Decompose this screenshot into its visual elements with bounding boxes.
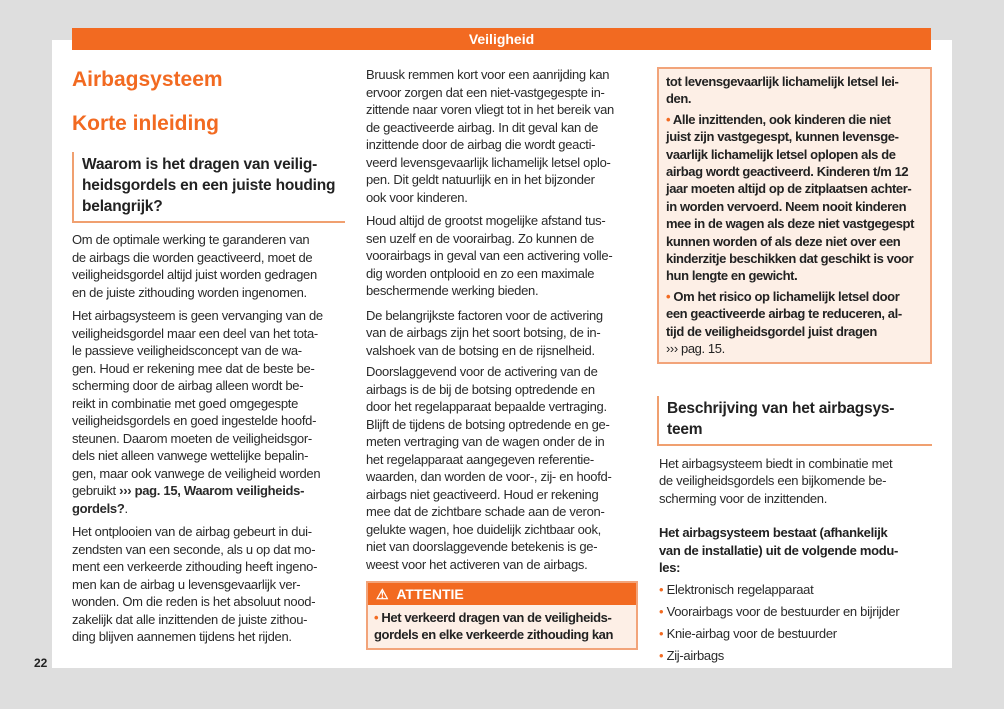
paragraph: Doorslaggevend voor de activering van de airbags is de bij de botsing optredende en door het regelapparaat bepaalde vertraging. Blijft de tijdens de botsing optredende en ge- meten vertraging van de wagen onder de in het regelapparaat aangegeven referentie- waarden, dan worden de voor-, zij- en hoofd- airbags niet geactiveerd. Houd er rekening mee dat de zichtbare schade aan de veron- gelukte wagen, hoe duidelijk zichtbaar ook, niet van doorslaggevende betekenis is ge- weest voor het activeren van de airbags. xyxy=(366,364,612,572)
bullet-icon: • xyxy=(374,610,379,625)
paragraph-text: Het airbagsysteem is geen vervanging van de veiligheidsgordel maar een deel van het tota- le passieve veiligheidsconcept van de wa- gen. Houd er rekening mee dat de beste be- scherming door de airbag alleen wordt be- reikt in combinatie met goed omgegespte veiligheidsgordels en goed ingestelde hoofd- steunen. Daarom moeten de veiligheidsgor- dels niet alleen vanwege wettelijke bepalin- gen, maar ook vanwege de veiligheid worden gebruikt xyxy=(72,308,323,498)
warning-text: tot levensgevaarlijk lichamelijk letsel lei- den. xyxy=(666,74,899,107)
paragraph: De belangrijkste factoren voor de activering van de airbags zijn het soort botsing, de in- valshoek van de botsing en de rijsnelheid. xyxy=(366,307,603,358)
bullet-icon: • xyxy=(666,111,671,127)
list-item xyxy=(659,601,932,623)
warning-box xyxy=(366,581,638,650)
modules-intro: Het airbagsysteem bestaat (afhankelijk van de installatie) uit de volgende modu- les: xyxy=(659,525,899,575)
bullet-icon: • xyxy=(659,603,664,619)
warning-item xyxy=(666,288,923,358)
warning-text: Om het risico op lichamelijk letsel door een geactiveerde airbag te reduceren, al- tijd de veiligheidsgordel juist dragen xyxy=(666,288,902,339)
column-3 xyxy=(657,67,932,667)
paragraph: Houd altijd de grootst mogelijke afstand tus- sen uzelf en de voorairbag. Zo kunnen de voorairbags in geval van een activering volle- dig worden ontplooid en zo een maximale beschermende werking bieden. xyxy=(366,213,613,298)
modules-list xyxy=(657,579,932,667)
bullet-icon: • xyxy=(666,288,671,304)
warning-item xyxy=(666,111,923,285)
section-header: Veiligheid xyxy=(72,28,931,50)
page-reference-link[interactable]: ››› pag. 15. xyxy=(666,341,725,357)
column-1 xyxy=(72,66,345,646)
warning-triangle-icon: ⚠ xyxy=(376,586,389,602)
warning-text: Het verkeerd dragen van de veiligheids- gordels en elke verkeerde zithouding kan xyxy=(374,610,614,643)
bullet-icon: • xyxy=(659,581,664,597)
paragraph-text: . xyxy=(124,500,128,516)
list-item-label: Voorairbags voor de bestuurder en bijrijder xyxy=(666,603,900,619)
list-item-label: Elektronisch regelapparaat xyxy=(666,581,814,597)
list-item xyxy=(659,623,932,645)
warning-box-continued xyxy=(657,67,932,364)
paragraph: Het airbagsysteem biedt in combinatie met de veiligheidsgordels een bijkomende be- scherming voor de inzittenden. xyxy=(659,455,893,506)
warning-title: ATTENTIE xyxy=(396,586,464,602)
bullet-icon: • xyxy=(659,647,664,663)
column-2 xyxy=(366,66,638,650)
list-item-label: Knie-airbag voor de bestuurder xyxy=(666,625,837,641)
bullet-icon: • xyxy=(659,625,664,641)
section-title: Korte inleiding xyxy=(72,112,219,135)
paragraph: Bruusk remmen kort voor een aanrijding kan ervoor zorgen dat een niet-vastgegespte in- zittende naar voren vliegt tot in het bereik van de geactiveerde airbag. In dit geval kan de inzittende door de airbag die wordt geacti- veerd levensgevaarlijk lichamelijk letsel oplo- pen. Dit geldt natuurlijk en in het bijzonder ook voor kinderen. xyxy=(366,67,614,205)
warning-text: Alle inzittenden, ook kinderen die niet juist zijn vastgegespt, kunnen levensge- vaarlijk lichamelijk letsel oplopen als de airbag wordt geactiveerd. Kinderen t/m 12 jaar moeten altijd op de zitplaatsen achter- in worden vervoerd. Neem nooit kinderen mee in de wagen als deze niet vastgegespt kunnen worden of als deze niet over een kinderzitje beschikken dat geschikt is voor hun lengte en gewicht. xyxy=(666,111,915,284)
paragraph: Het ontplooien van de airbag gebeurt in dui- zendsten van een seconde, als u op dat mo- ment een verkeerde zithouding heeft ingeno- men kan de airbag u levensgevaarlijk ver- wonden. Om die reden is het absoluut nood- zakelijk dat alle inzittenden de juiste zithou- ding blijven aannemen tijdens het rijden. xyxy=(72,524,318,644)
page-title: Airbagsysteem xyxy=(72,68,223,91)
subsection-heading: Waarom is het dragen van veilig- heidsgordels en een juiste houding belangrijk? xyxy=(72,152,345,223)
list-item xyxy=(659,579,932,601)
subsection-heading: Beschrijving van het airbagsys- teem xyxy=(657,396,932,446)
page-reference-link[interactable]: ››› pag. 15, Waarom veiligheids- gordels? xyxy=(72,483,305,516)
page-number: 22 xyxy=(34,656,48,670)
paragraph: Om de optimale werking te garanderen van de airbags die worden geactiveerd, moet de veiligheidsgordel altijd juist worden gedragen en de juiste zithouding worden ingenomen. xyxy=(72,232,317,300)
warning-header xyxy=(368,583,636,605)
warning-item xyxy=(368,605,636,648)
list-item xyxy=(659,645,932,667)
paragraph xyxy=(72,307,345,517)
list-item-label: Zij-airbags xyxy=(666,647,724,663)
